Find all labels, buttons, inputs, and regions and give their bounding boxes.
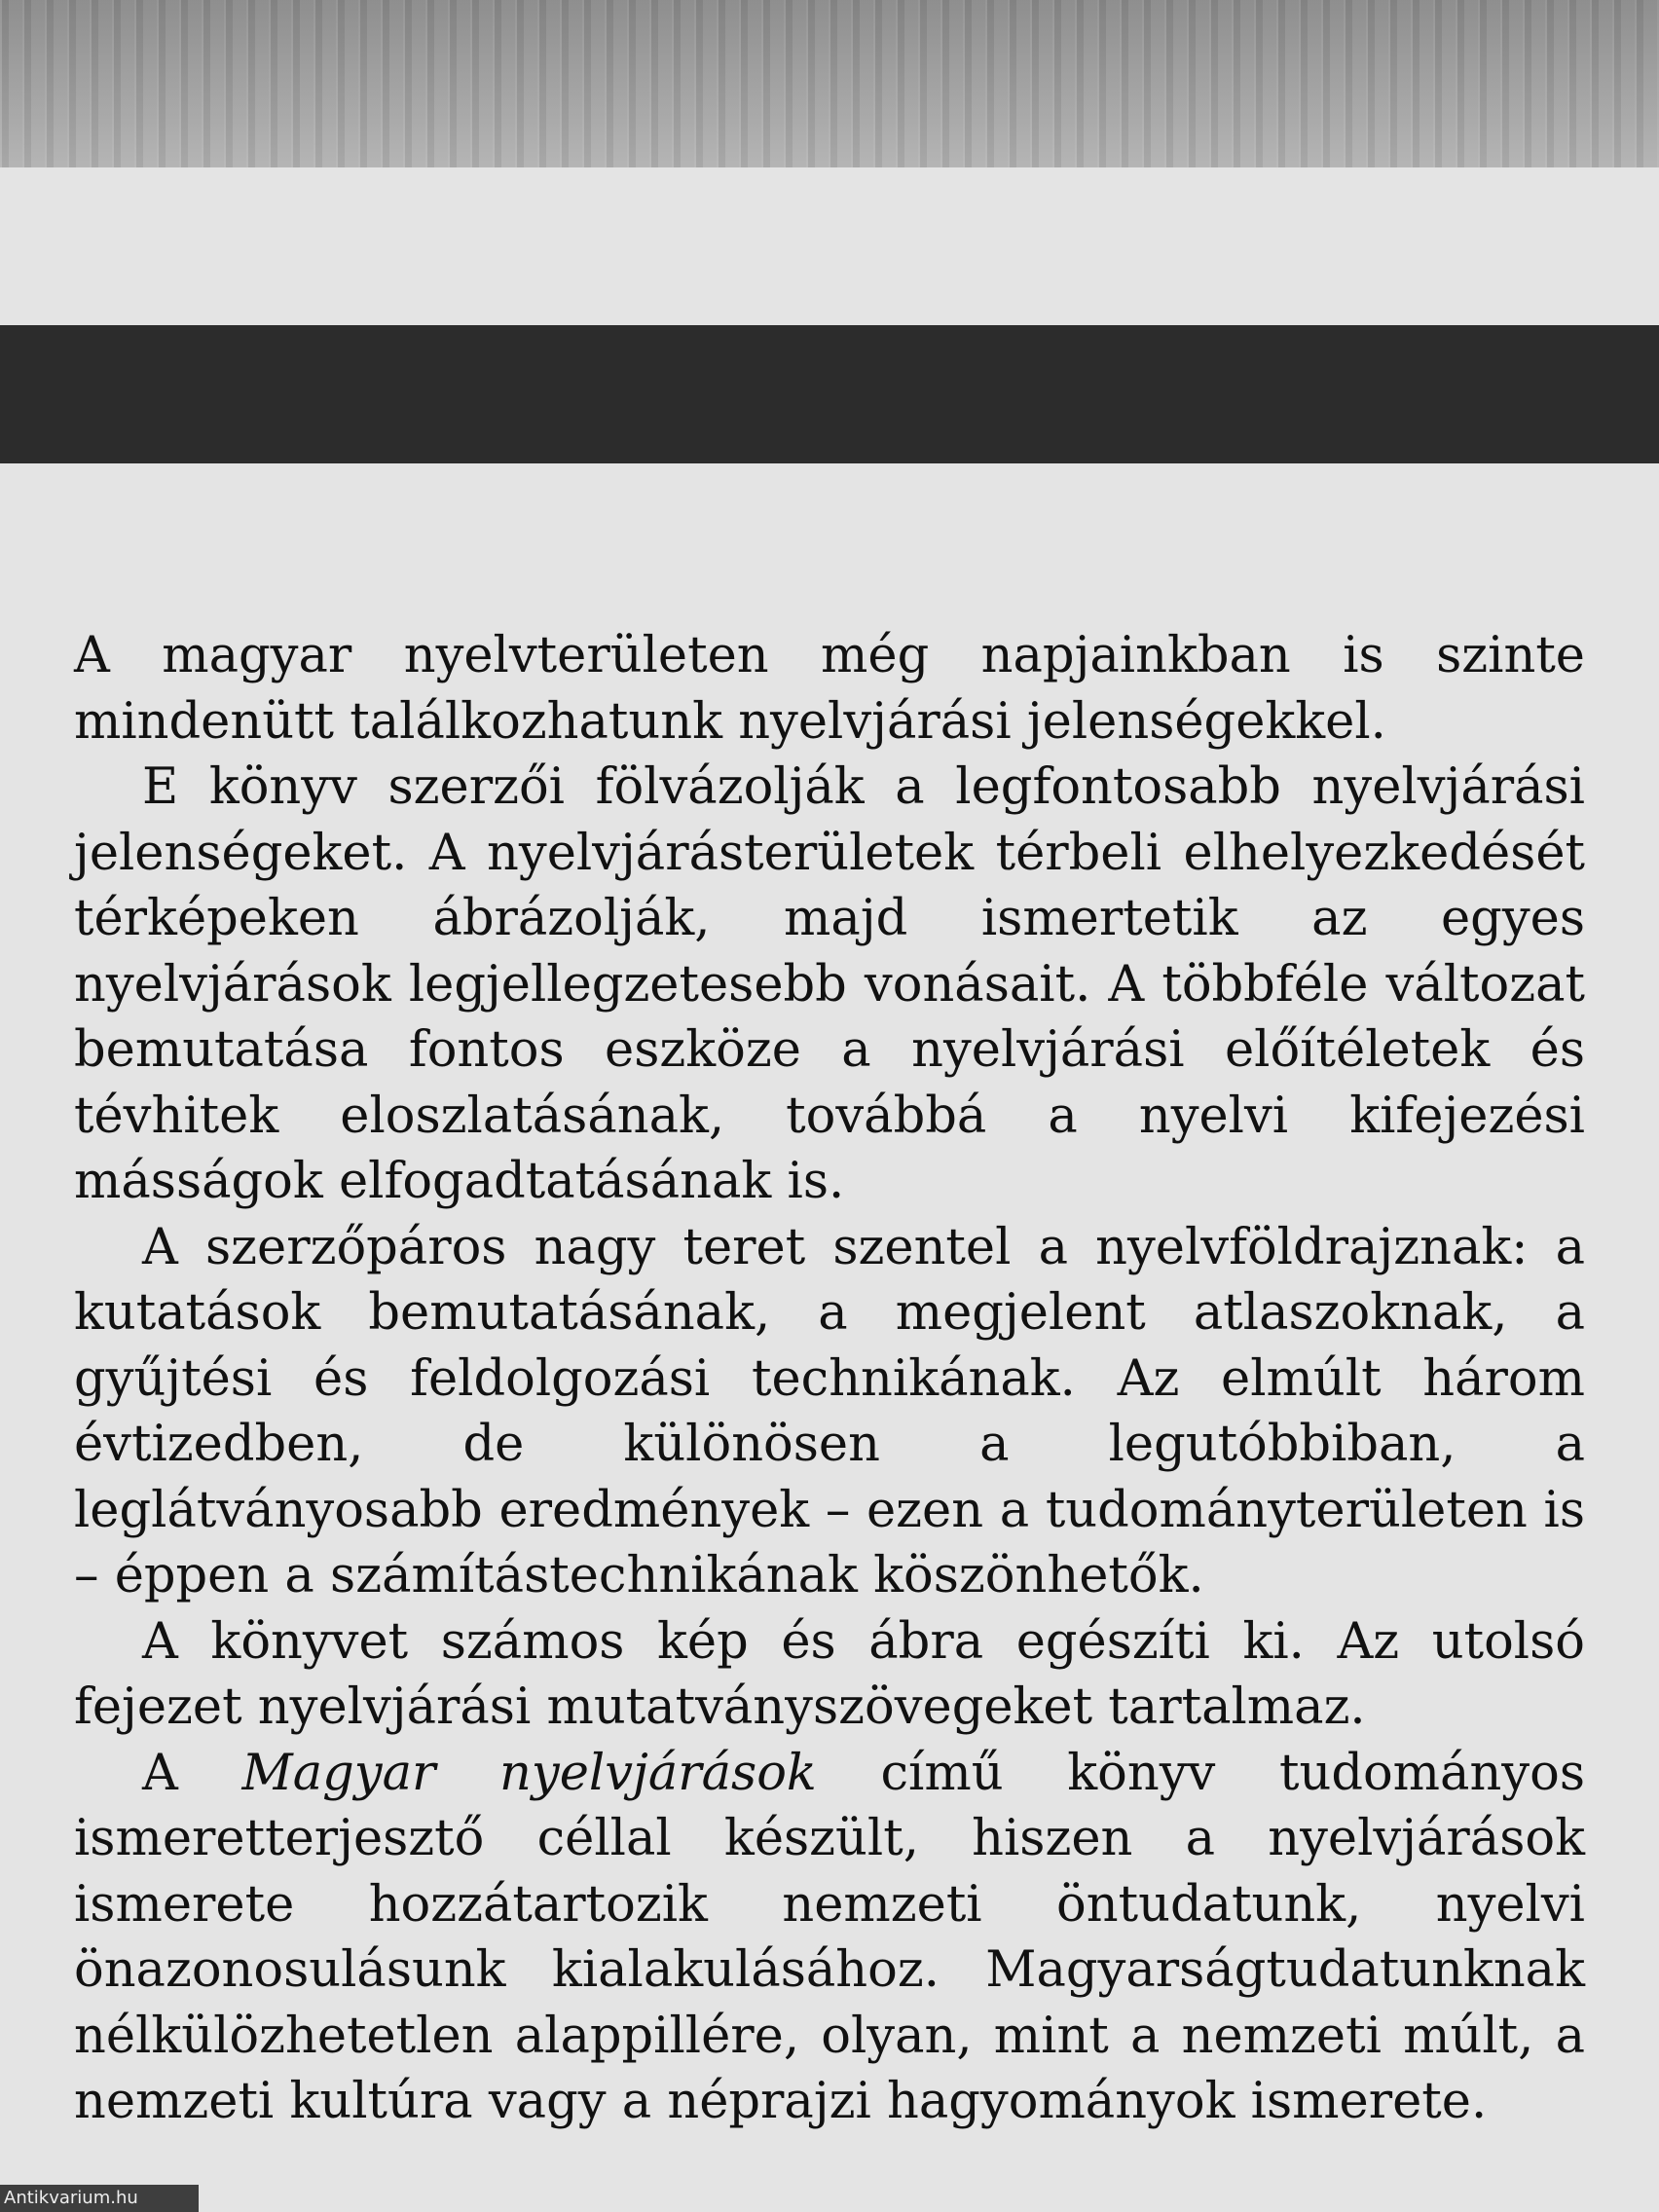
- paragraph-5-rest: című könyv tudományos ismeretterjesztő céllal készült, hiszen a nyelvjárások ismerete hozzátartozik nemzeti öntudatunk, nyelvi önazonosulásunk kialakulásához. Magyarságtudatunknak nélkülözhetetlen alappillére, olyan, mint a nemzeti múlt, a nemzeti kultúra vagy a néprajzi hagyományok ismerete.: [74, 1744, 1585, 2130]
- paragraph-5-lead: A: [142, 1744, 242, 1802]
- cover-dark-stripe: [0, 325, 1659, 463]
- paragraph-2: E könyv szerzői fölvázolják a legfontosabb nyelvjárási jelenségeket. A nyelvjárásterületek térbeli elhelyezkedését térképeken ábrázolják, majd ismertetik az egyes nyelvjárások legjellegzetesebb vonásait. A többféle változat bemutatása fontos eszköze a nyelvjárási előítéletek és tévhitek eloszlatásának, továbbá a nyelvi kifejezési másságok elfogadtatásának is.: [74, 758, 1585, 1210]
- paragraph-4: A könyvet számos kép és ábra egészíti ki. Az utolsó fejezet nyelvjárási mutatványszövegeket tartalmaz.: [74, 1612, 1585, 1736]
- paragraph-3: A szerzőpáros nagy teret szentel a nyelvföldrajznak: a kutatások bemutatásának, a megjelent atlaszoknak, a gyűjtési és feldolgozási technikának. Az elmúlt három évtizedben, de különösen a legutóbbiban, a leglátványosabb eredmények – ezen a tudományterületen is – éppen a számítástechnikának köszönhetők.: [74, 1218, 1585, 1604]
- paragraph-5: [74, 1741, 1585, 2135]
- watermark-text: Antikvarium.hu: [0, 2185, 199, 2212]
- background-wall: [0, 0, 1659, 167]
- book-title: Magyar nyelvjárások: [241, 1744, 817, 1802]
- paragraph-1: A magyar nyelvterületen még napjainkban is szinte mindenütt találkozhatunk nyelvjárási jelenségekkel.: [74, 627, 1585, 751]
- blurb-text: [74, 623, 1585, 2135]
